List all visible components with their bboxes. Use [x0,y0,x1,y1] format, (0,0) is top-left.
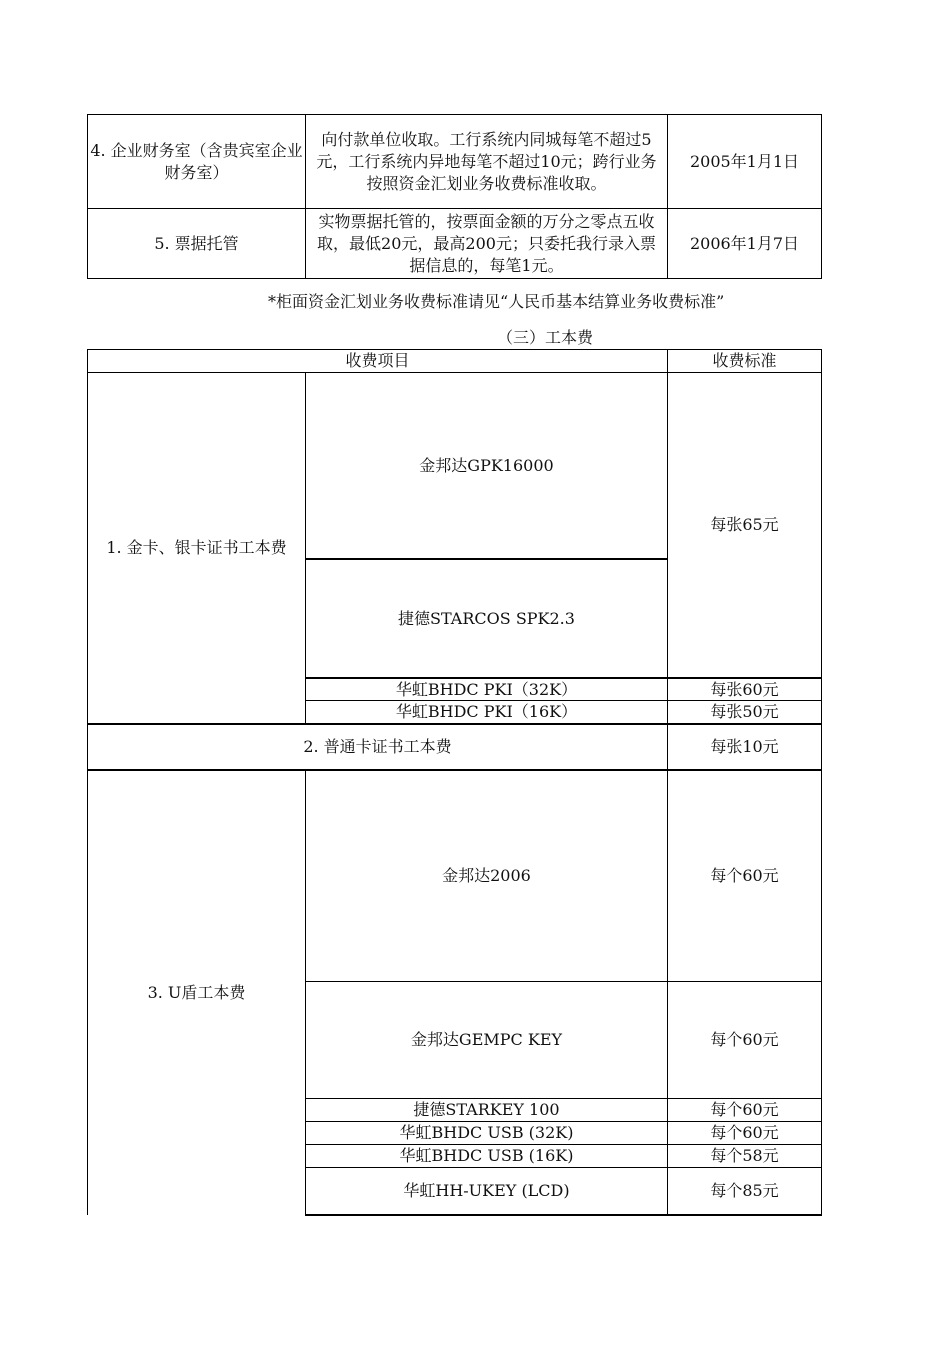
table-row-desc [306,115,667,208]
column-header-item [88,350,667,372]
fee-text: 每个85元 [710,1181,779,1200]
product-cell [306,679,667,700]
group-name [88,373,305,723]
product-cell [306,560,667,677]
group-name-text: 3. U盾工本费 [147,983,246,1002]
product-text: 金邦达2006 [442,866,531,885]
product-text: 华虹BHDC USB (16K) [399,1146,574,1165]
product-cell [306,1122,667,1144]
fee-text: 每个58元 [710,1146,779,1165]
fee-cell [668,679,821,700]
row-desc-text: 向付款单位收取。工行系统内同城每笔不超过5元，工行系统内异地每笔不超过10元；跨行业务按照资金汇划业务收费标准收取。 [316,129,657,193]
product-cell [306,982,667,1098]
product-cell [306,701,667,723]
fee-cell [668,725,821,769]
fee-cell [668,373,821,677]
product-text: 华虹HH-UKEY (LCD) [403,1181,570,1200]
row-name-text: 4. 企业财务室（含贵宾室企业财务室） [90,140,303,182]
fee-text: 每张50元 [710,702,779,721]
product-text: 捷德STARCOS SPK2.3 [398,608,575,628]
table-row-name [88,209,305,278]
group-name-text: 1. 金卡、银卡证书工本费 [106,538,287,557]
section-title: （三）工本费 [497,328,594,347]
group-name [88,725,667,769]
table-row-date [668,209,821,278]
product-text: 金邦达GEMPC KEY [410,1030,563,1049]
fee-text: 每个60元 [710,1123,779,1142]
column-header-fee [668,350,821,372]
product-text: 捷德STARKEY 100 [413,1100,560,1119]
fee-text: 每个60元 [710,1100,779,1119]
product-cell [306,1099,667,1121]
fee-text: 每个60元 [710,866,779,885]
group-name-text: 2. 普通卡证书工本费 [303,737,452,756]
row-name-text: 5. 票据托管 [154,233,239,253]
fee-cell [668,982,821,1098]
fee-text: 每张65元 [710,515,779,534]
header-item-text: 收费项目 [345,351,410,370]
product-cell [306,771,667,981]
product-text: 金邦达GPK16000 [419,455,554,475]
group-name [88,771,305,1215]
fee-text: 每张10元 [710,737,779,756]
product-text: 华虹BHDC USB (32K) [399,1123,574,1142]
fee-cell [668,701,821,723]
product-cell [306,1168,667,1214]
fee-cell [668,1168,821,1214]
header-fee-text: 收费标准 [712,351,777,370]
fee-text: 每个60元 [710,1030,779,1049]
fee-text: 每张60元 [710,679,779,699]
product-cell [306,1145,667,1167]
table-row-desc [306,209,667,278]
row-desc-text: 实物票据托管的，按票面金额的万分之零点五收取，最低20元，最高200元；只委托我行录入票据信息的，每笔1元。 [317,211,656,275]
product-text: 华虹BHDC PKI（32K） [395,679,578,699]
footnote: *柜面资金汇划业务收费标准请见“人民币基本结算业务收费标准” [268,292,725,311]
fee-cell [668,771,821,981]
product-text: 华虹BHDC PKI（16K） [395,702,578,721]
fee-cell [668,1122,821,1144]
product-cell [306,373,667,558]
fee-cell [668,1099,821,1121]
table-row-name [88,115,305,208]
table-row-date [668,115,821,208]
fee-cell [668,1145,821,1167]
row-date-text: 2005年1月1日 [689,151,800,171]
row-date-text: 2006年1月7日 [689,233,800,253]
